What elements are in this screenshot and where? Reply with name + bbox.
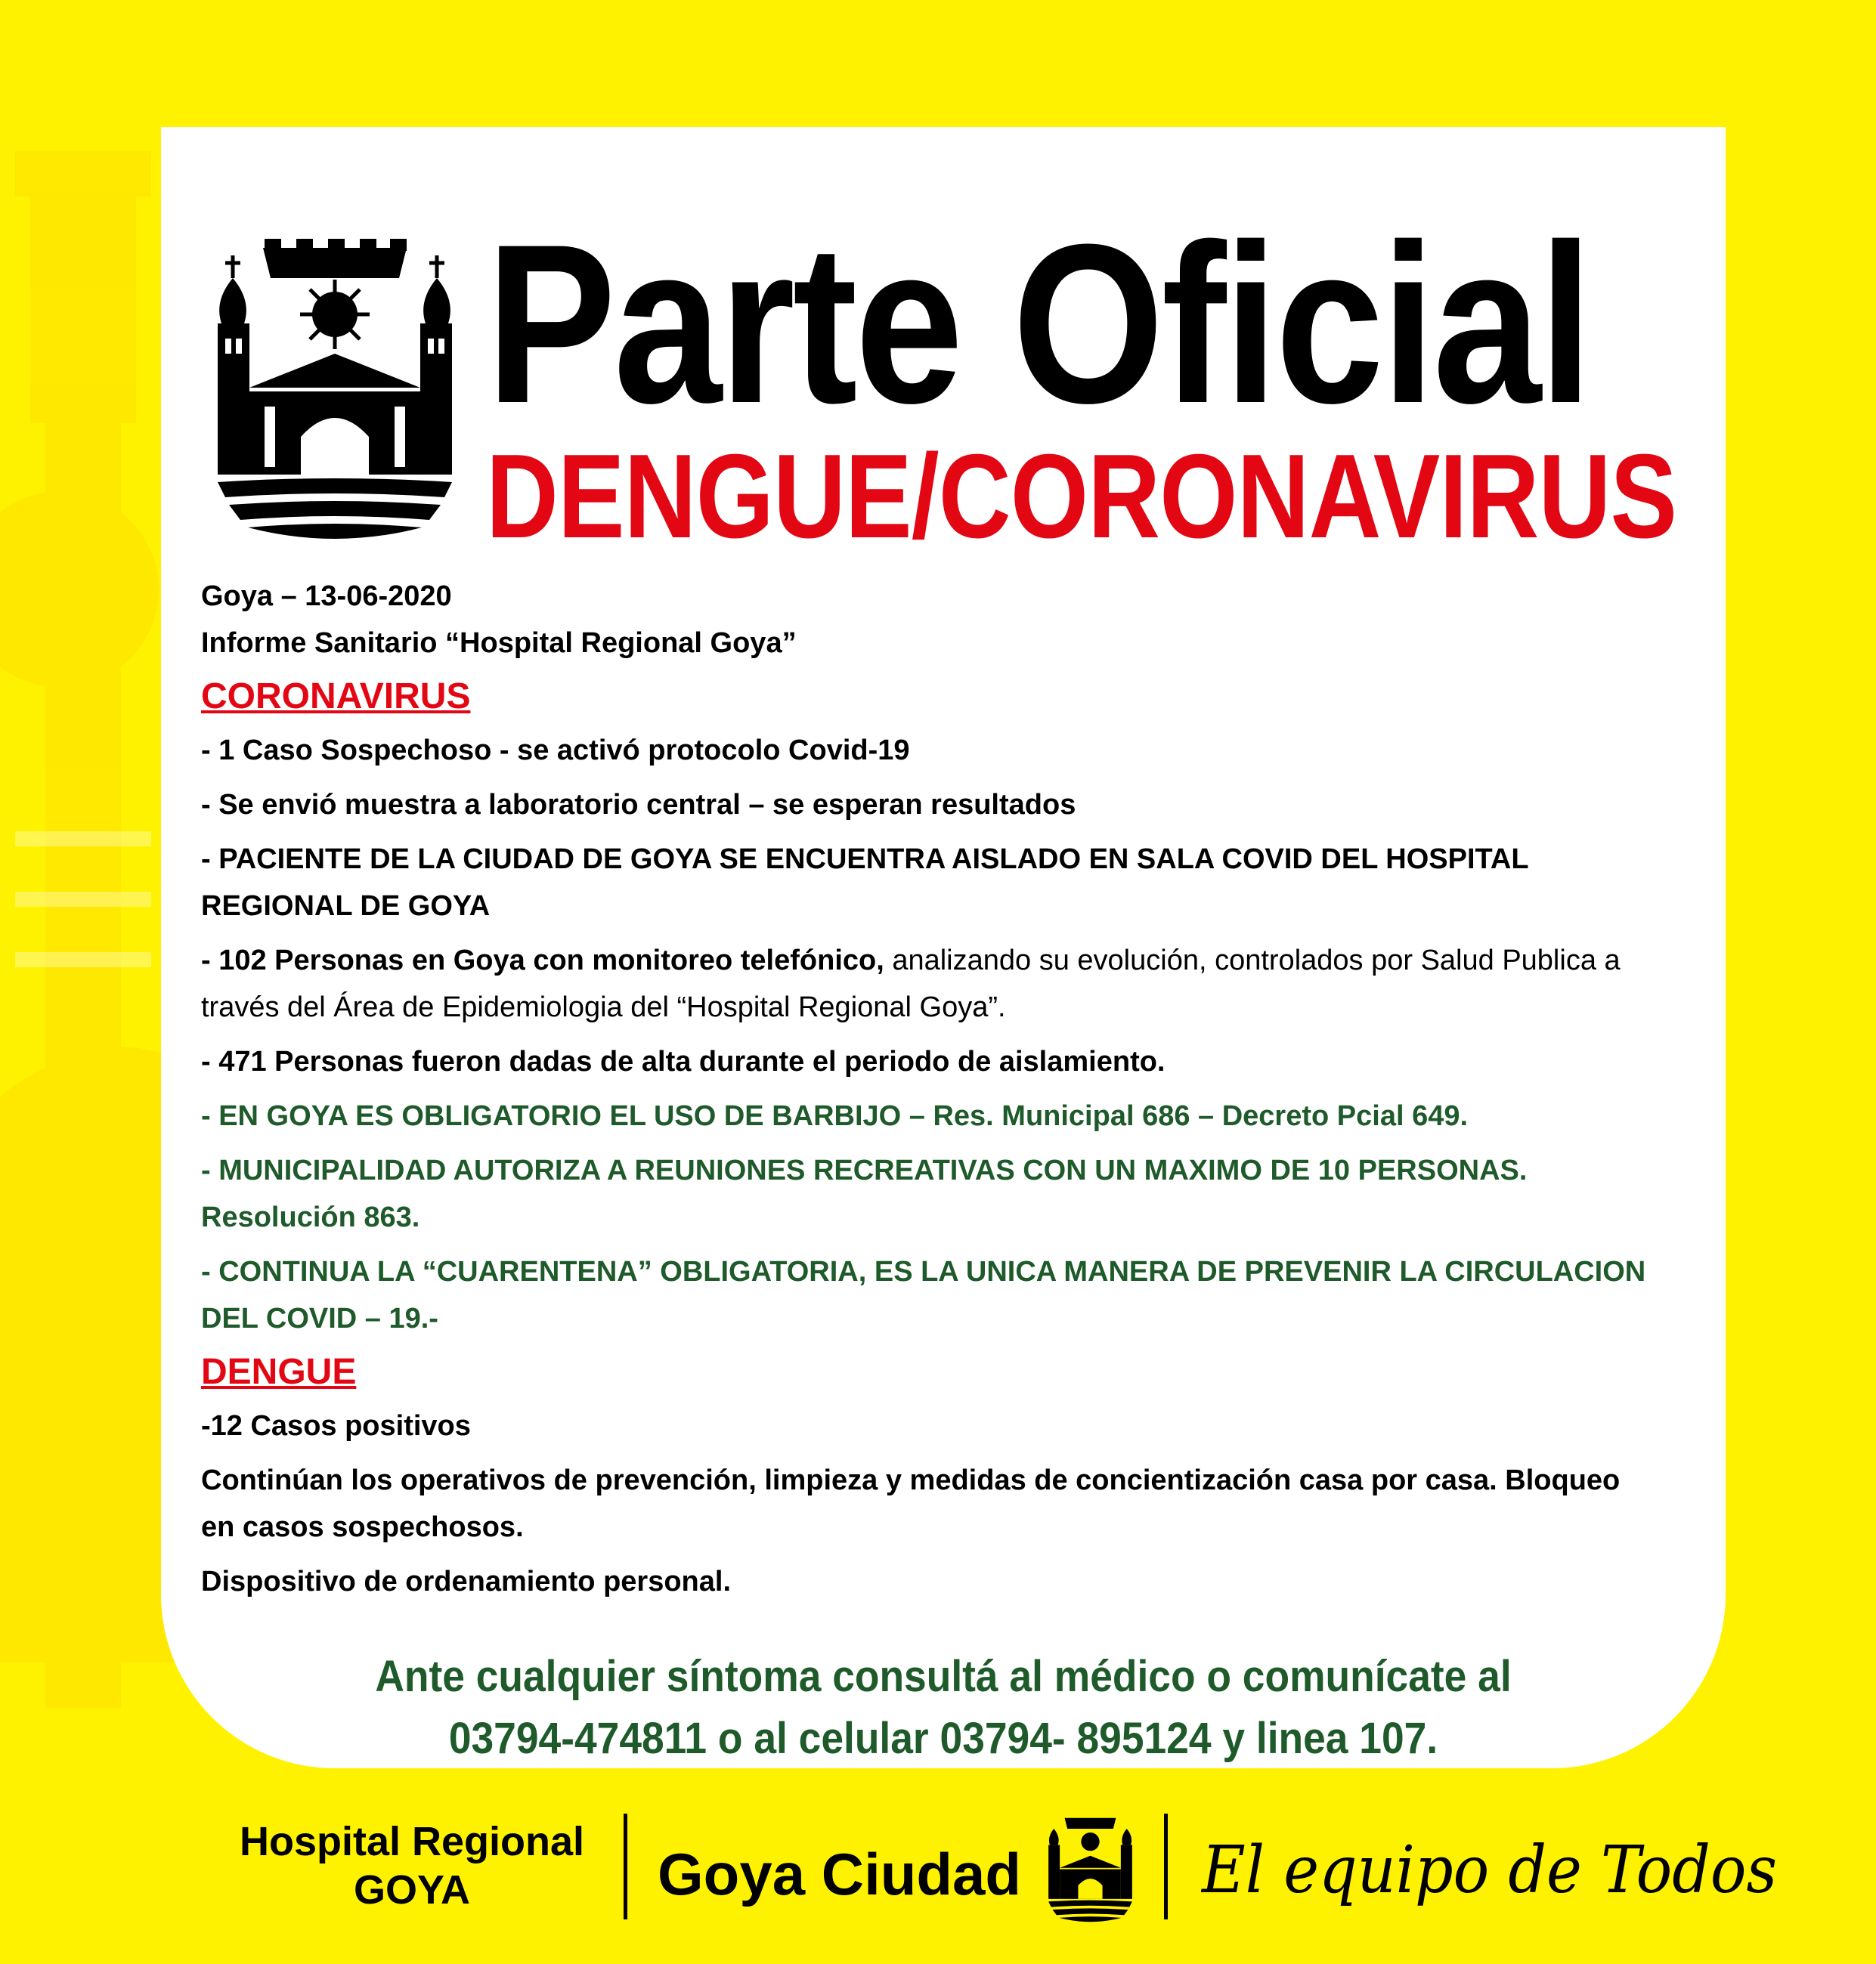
dengue-heading: DENGUE	[201, 1352, 357, 1392]
contact-line: Ante cualquier síntoma consultá al médico o comunícate al	[375, 1652, 1512, 1701]
coronavirus-item	[201, 937, 1683, 1031]
report-content	[201, 573, 1698, 1605]
dengue-item: Dispositivo de ordenamiento personal.	[201, 1566, 732, 1597]
coronavirus-item: - CONTINUA LA “CUARENTENA” OBLIGATORIA, ES LA UNICA MANERA DE PREVENIR LA CIRCULACION DEL COVID – 19.-	[201, 1256, 1646, 1335]
coronavirus-item: - MUNICIPALIDAD AUTORIZA A REUNIONES RECREATIVAS CON UN MAXIMO DE 10 PERSONAS. Resolución 863.	[201, 1155, 1528, 1233]
dengue-item: Continúan los operativos de prevención, limpieza y medidas de concientización casa por casa. Bloqueo en casos sospechosos.	[201, 1464, 1621, 1543]
contact-message	[224, 1646, 1663, 1768]
coronavirus-item: - 1 Caso Sospechoso - se activó protocolo Covid-19	[201, 735, 910, 766]
hospital-name-line: GOYA	[353, 1867, 471, 1913]
report-source: Informe Sanitario “Hospital Regional Goya”	[201, 627, 797, 659]
coronavirus-item: - EN GOYA ES OBLIGATORIO EL USO DE BARBIJO – Res. Municipal 686 – Decreto Pcial 649.	[201, 1100, 1469, 1132]
coronavirus-item: - 471 Personas fueron dadas de alta durante el periodo de aislamiento.	[201, 1046, 1166, 1078]
hospital-name	[227, 1817, 597, 1914]
hospital-name-line: Hospital Regional	[239, 1819, 585, 1864]
contact-line: 03794-474811 o al celular 03794- 895124 y linea 107.	[448, 1714, 1438, 1763]
page-subtitle: DENGUE/CORONAVIRUS	[486, 430, 1677, 563]
dengue-item: -12 Casos positivos	[201, 1410, 471, 1442]
city-name: Goya Ciudad	[658, 1841, 1022, 1907]
coronavirus-heading: CORONAVIRUS	[201, 676, 471, 716]
footer-divider	[1164, 1814, 1168, 1919]
coronavirus-item-bold: - 102 Personas en Goya con monitoreo telefónico,	[201, 945, 884, 976]
coronavirus-item: - PACIENTE DE LA CIUDAD DE GOYA SE ENCUENTRA AISLADO EN SALA COVID DEL HOSPITAL REGIONAL DE GOYA	[201, 843, 1528, 922]
report-card	[161, 127, 1726, 1768]
goya-coat-of-arms-icon	[1047, 1810, 1134, 1923]
report-date: Goya – 13-06-2020	[201, 580, 452, 612]
footer-divider	[624, 1814, 627, 1919]
page-title: Parte Oficial	[486, 196, 1590, 450]
coronavirus-item-rest: analizando su evolución, controlados por Salud Publica a través del Área de Epidemiologia del “Hospital Regional Goya”.	[201, 945, 1621, 1023]
coronavirus-item: - Se envió muestra a laboratorio central – se esperan resultados	[201, 789, 1076, 821]
footer-bar	[0, 1799, 1876, 1950]
goya-coat-of-arms-icon	[218, 225, 452, 543]
slogan: El equipo de Todos	[1202, 1833, 1778, 1908]
